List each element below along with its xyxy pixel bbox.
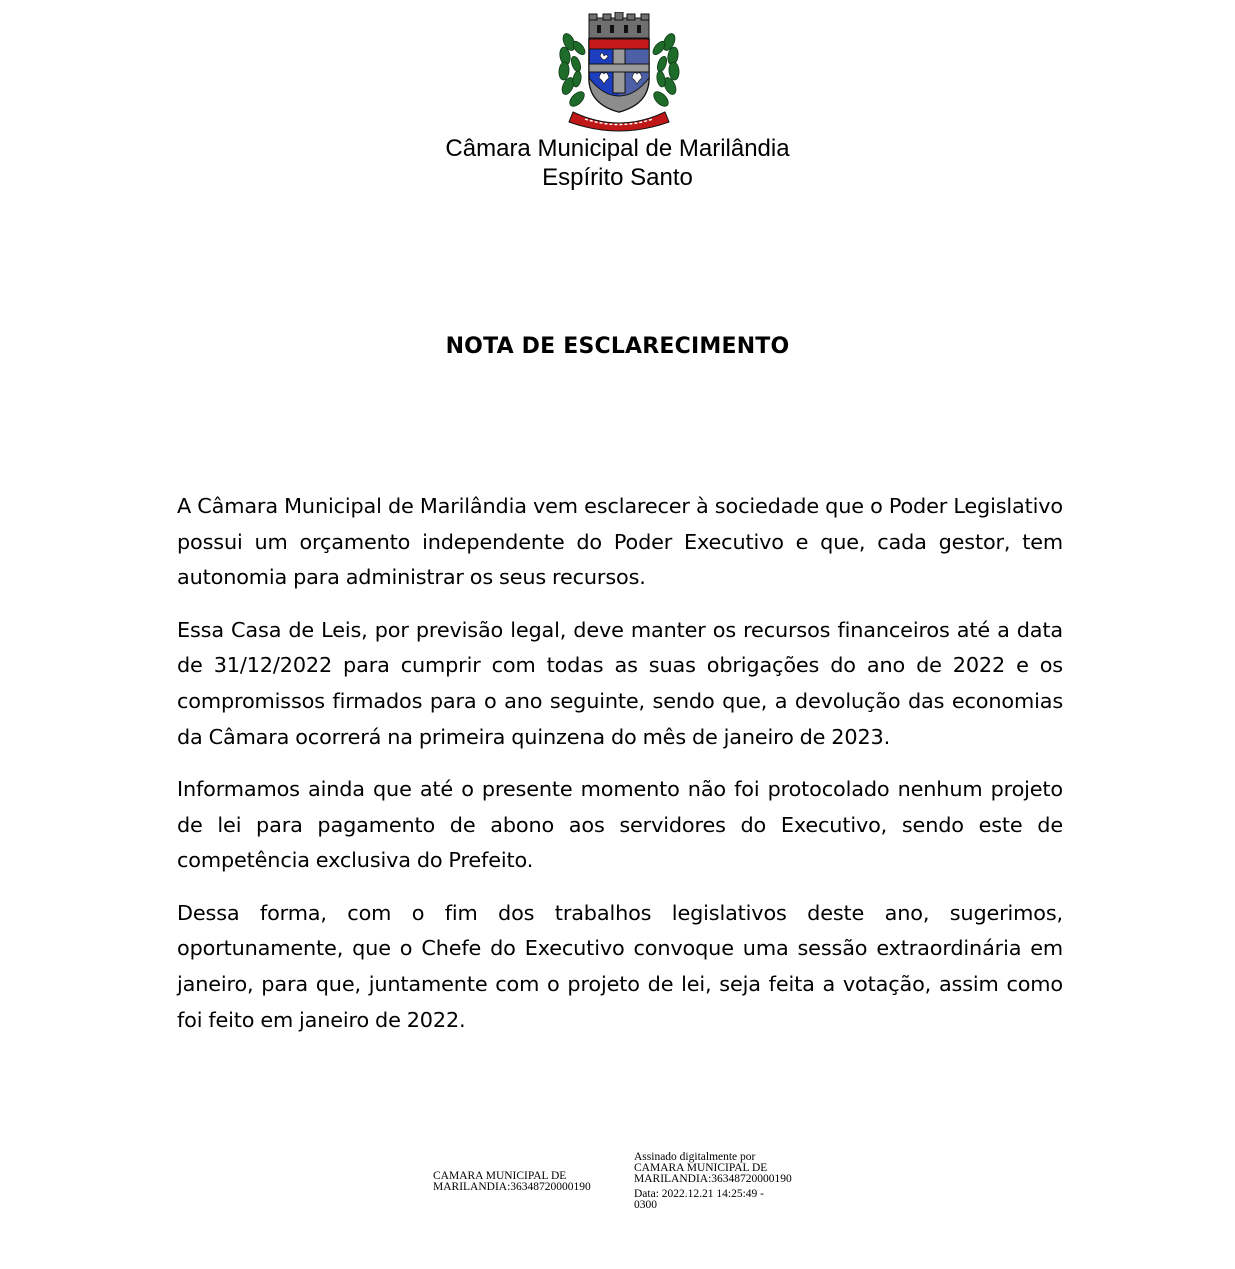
- signer-line: MARILANDIA:36348720000190: [433, 1181, 591, 1193]
- paragraph: Essa Casa de Leis, por previsão legal, deve manter os recursos financeiros até a data de 31/12/2022 para cumprir com todas as suas obrigações do ano de 2022 e os compromissos firmados para o ano seguinte, sendo que, a devolução das economias da Câmara ocorrerá na primeira quinzena do mês de janeiro de 2023.: [177, 617, 1063, 749]
- coat-of-arms-icon: [555, 12, 683, 134]
- org-state: Espírito Santo: [542, 164, 693, 191]
- signed-by-line: MARILANDIA:36348720000190: [634, 1173, 792, 1185]
- document-title: NOTA DE ESCLARECIMENTO: [445, 334, 790, 359]
- signer-line: CAMARA MUNICIPAL DE: [433, 1170, 567, 1182]
- document-body: [177, 489, 1063, 1055]
- signature-timezone: 0300: [634, 1199, 657, 1211]
- paragraph: Dessa forma, com o fim dos trabalhos legislativos deste ano, sugerimos, oportunamente, que o Chefe do Executivo convoque uma sessão extraordinária em janeiro, para que, juntamente com o projeto de lei, seja feita a votação, assim como foi feito em janeiro de 2022.: [177, 900, 1063, 1032]
- signer-name: [433, 1171, 591, 1193]
- signature-date: Data: 2022.12.21 14:25:49 -: [634, 1188, 764, 1200]
- signed-by-line: CAMARA MUNICIPAL DE: [634, 1162, 768, 1174]
- paragraph: Informamos ainda que até o presente momento não foi protocolado nenhum projeto de lei para pagamento de abono aos servidores do Executivo, sendo este de competência exclusiva do Prefeito.: [177, 776, 1063, 873]
- paragraph: A Câmara Municipal de Marilândia vem esclarecer à sociedade que o Poder Legislativo possui um orçamento independente do Poder Executivo e que, cada gestor, tem autonomia para administrar os seus recursos.: [177, 494, 1063, 590]
- digital-signature-details: [634, 1152, 792, 1211]
- org-name: Câmara Municipal de Marilândia: [445, 135, 790, 162]
- signed-by-label: Assinado digitalmente por: [634, 1151, 756, 1163]
